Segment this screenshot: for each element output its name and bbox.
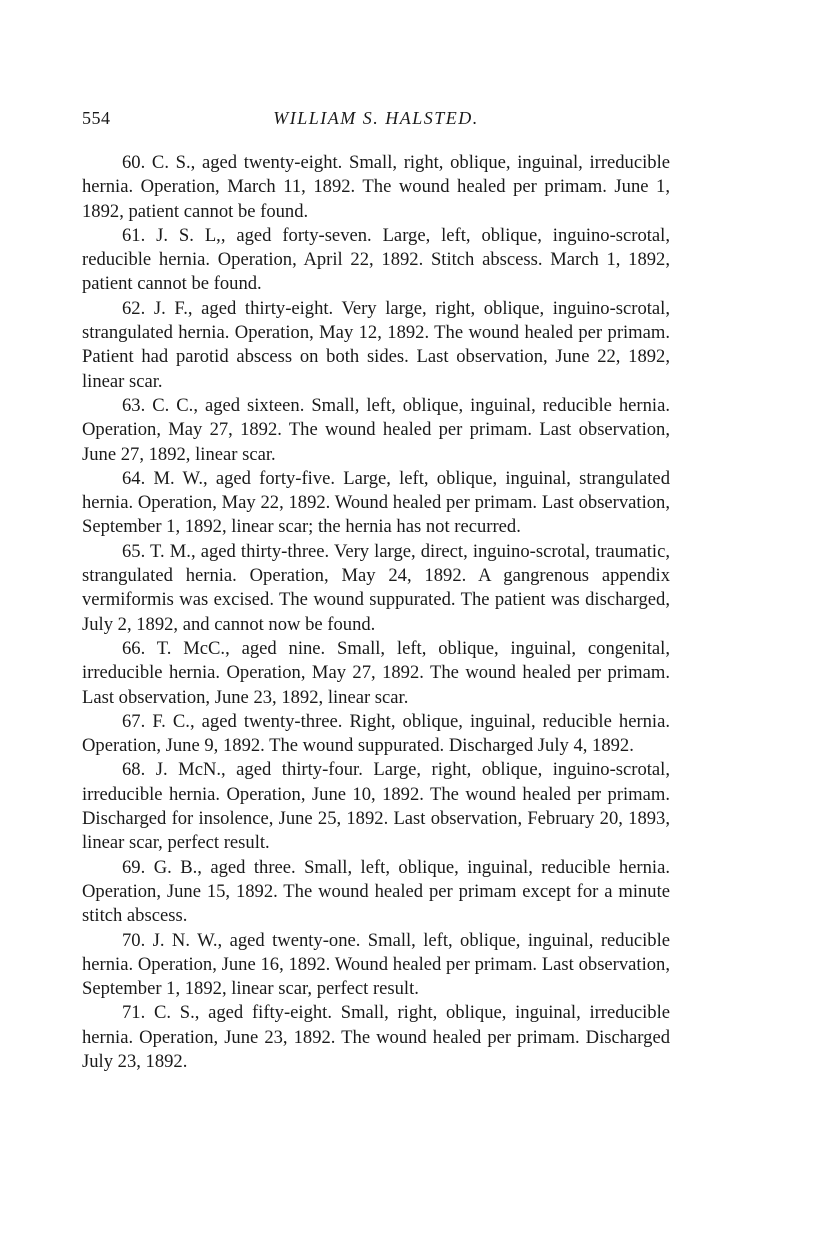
case-entry xyxy=(82,540,670,637)
case-entry xyxy=(82,224,670,297)
case-entry xyxy=(82,929,670,1002)
case-entry xyxy=(82,856,670,929)
case-text: C. S., aged fifty-eight. Small, right, oblique, inguinal, irreducible hernia. Operation, June 23, 1892. The wound healed per primam. Discharged July 23, 1892. xyxy=(82,1002,670,1072)
case-text: C. C., aged sixteen. Small, left, oblique, inguinal, reducible hernia. Operation, May 27, 1892. The wound healed per primam. Last observation, June 27, 1892, linear scar. xyxy=(82,394,670,465)
case-number: 62. xyxy=(122,297,146,319)
case-number: 60. xyxy=(122,152,146,173)
case-text: T. McC., aged nine. Small, left, oblique, inguinal, congenital, irreducible hernia. Operation, May 27, 1892. The wound healed per primam. Last observation, June 23, 1892, linear scar. xyxy=(82,637,670,708)
case-entry xyxy=(82,467,670,540)
running-head-title: WILLIAM S. HALSTED. xyxy=(273,108,479,128)
case-entry xyxy=(82,1001,670,1074)
case-text: J. S. L,, aged forty-seven. Large, left, oblique, inguino-scrotal, reducible hernia. Operation, April 22, 1892. Stitch abscess. March 1, 1892, patient cannot be found. xyxy=(82,224,670,295)
case-text: G. B., aged three. Small, left, oblique, inguinal, reducible hernia. Operation, June 15, 1892. The wound healed per primam except for a minute stitch abscess. xyxy=(82,856,670,927)
case-entry xyxy=(82,710,670,759)
case-number: 64. xyxy=(122,467,146,489)
running-head xyxy=(82,108,670,138)
case-text: J. McN., aged thirty-four. Large, right, oblique, inguino-scrotal, irreducible hernia. Operation, June 10, 1892. The wound healed per primam. Discharged for insolence, June 25, 1892. Last observation, February 20, 1893, linear scar, perfect result. xyxy=(82,759,670,854)
case-number: 70. xyxy=(122,929,146,951)
case-number: 65. xyxy=(122,540,146,562)
case-number: 68. xyxy=(122,759,146,781)
case-entry xyxy=(82,297,670,394)
case-number: 63. xyxy=(122,394,146,416)
case-text: F. C., aged twenty-three. Right, oblique, inguinal, reducible hernia. Operation, June 9, 1892. The wound suppurated. Discharged July 4, 1892. xyxy=(82,710,671,757)
book-page xyxy=(82,108,670,1074)
case-text: C. S., aged twenty-eight. Small, right, oblique, inguinal, irreducible hernia. Operation, March 11, 1892. The wound healed per primam. June 1, 1892, patient cannot be found. xyxy=(82,152,670,222)
case-entry xyxy=(82,151,670,224)
case-number: 66. xyxy=(122,637,146,659)
case-number: 67. xyxy=(122,710,146,732)
case-text: J. F., aged thirty-eight. Very large, right, oblique, inguino-scrotal, strangulated hernia. Operation, May 12, 1892. The wound healed per primam. Patient had parotid abscess on both sides. Last observation, June 22, 1892, linear scar. xyxy=(82,297,670,392)
case-number: 71. xyxy=(122,1002,146,1024)
case-number: 69. xyxy=(122,856,146,878)
case-text: J. N. W., aged twenty-one. Small, left, oblique, inguinal, reducible hernia. Operation, June 16, 1892. Wound healed per primam. Last observation, September 1, 1892, linear scar, perfect result. xyxy=(82,929,670,1000)
case-entry xyxy=(82,394,670,467)
case-entry xyxy=(82,637,670,710)
page-number: 554 xyxy=(82,108,111,128)
case-text: M. W., aged forty-five. Large, left, oblique, inguinal, strangulated hernia. Operation, May 22, 1892. Wound healed per primam. Last observation, September 1, 1892, linear scar; the hernia has not recurred. xyxy=(82,467,670,538)
case-number: 61. xyxy=(122,224,146,246)
case-entry xyxy=(82,758,670,855)
case-list xyxy=(82,151,670,1074)
case-text: T. M., aged thirty-three. Very large, direct, inguino-scrotal, traumatic, strangulated hernia. Operation, May 24, 1892. A gangrenous appendix vermiformis was excised. The wound suppurated. The patient was discharged, July 2, 1892, and cannot now be found. xyxy=(82,540,671,635)
